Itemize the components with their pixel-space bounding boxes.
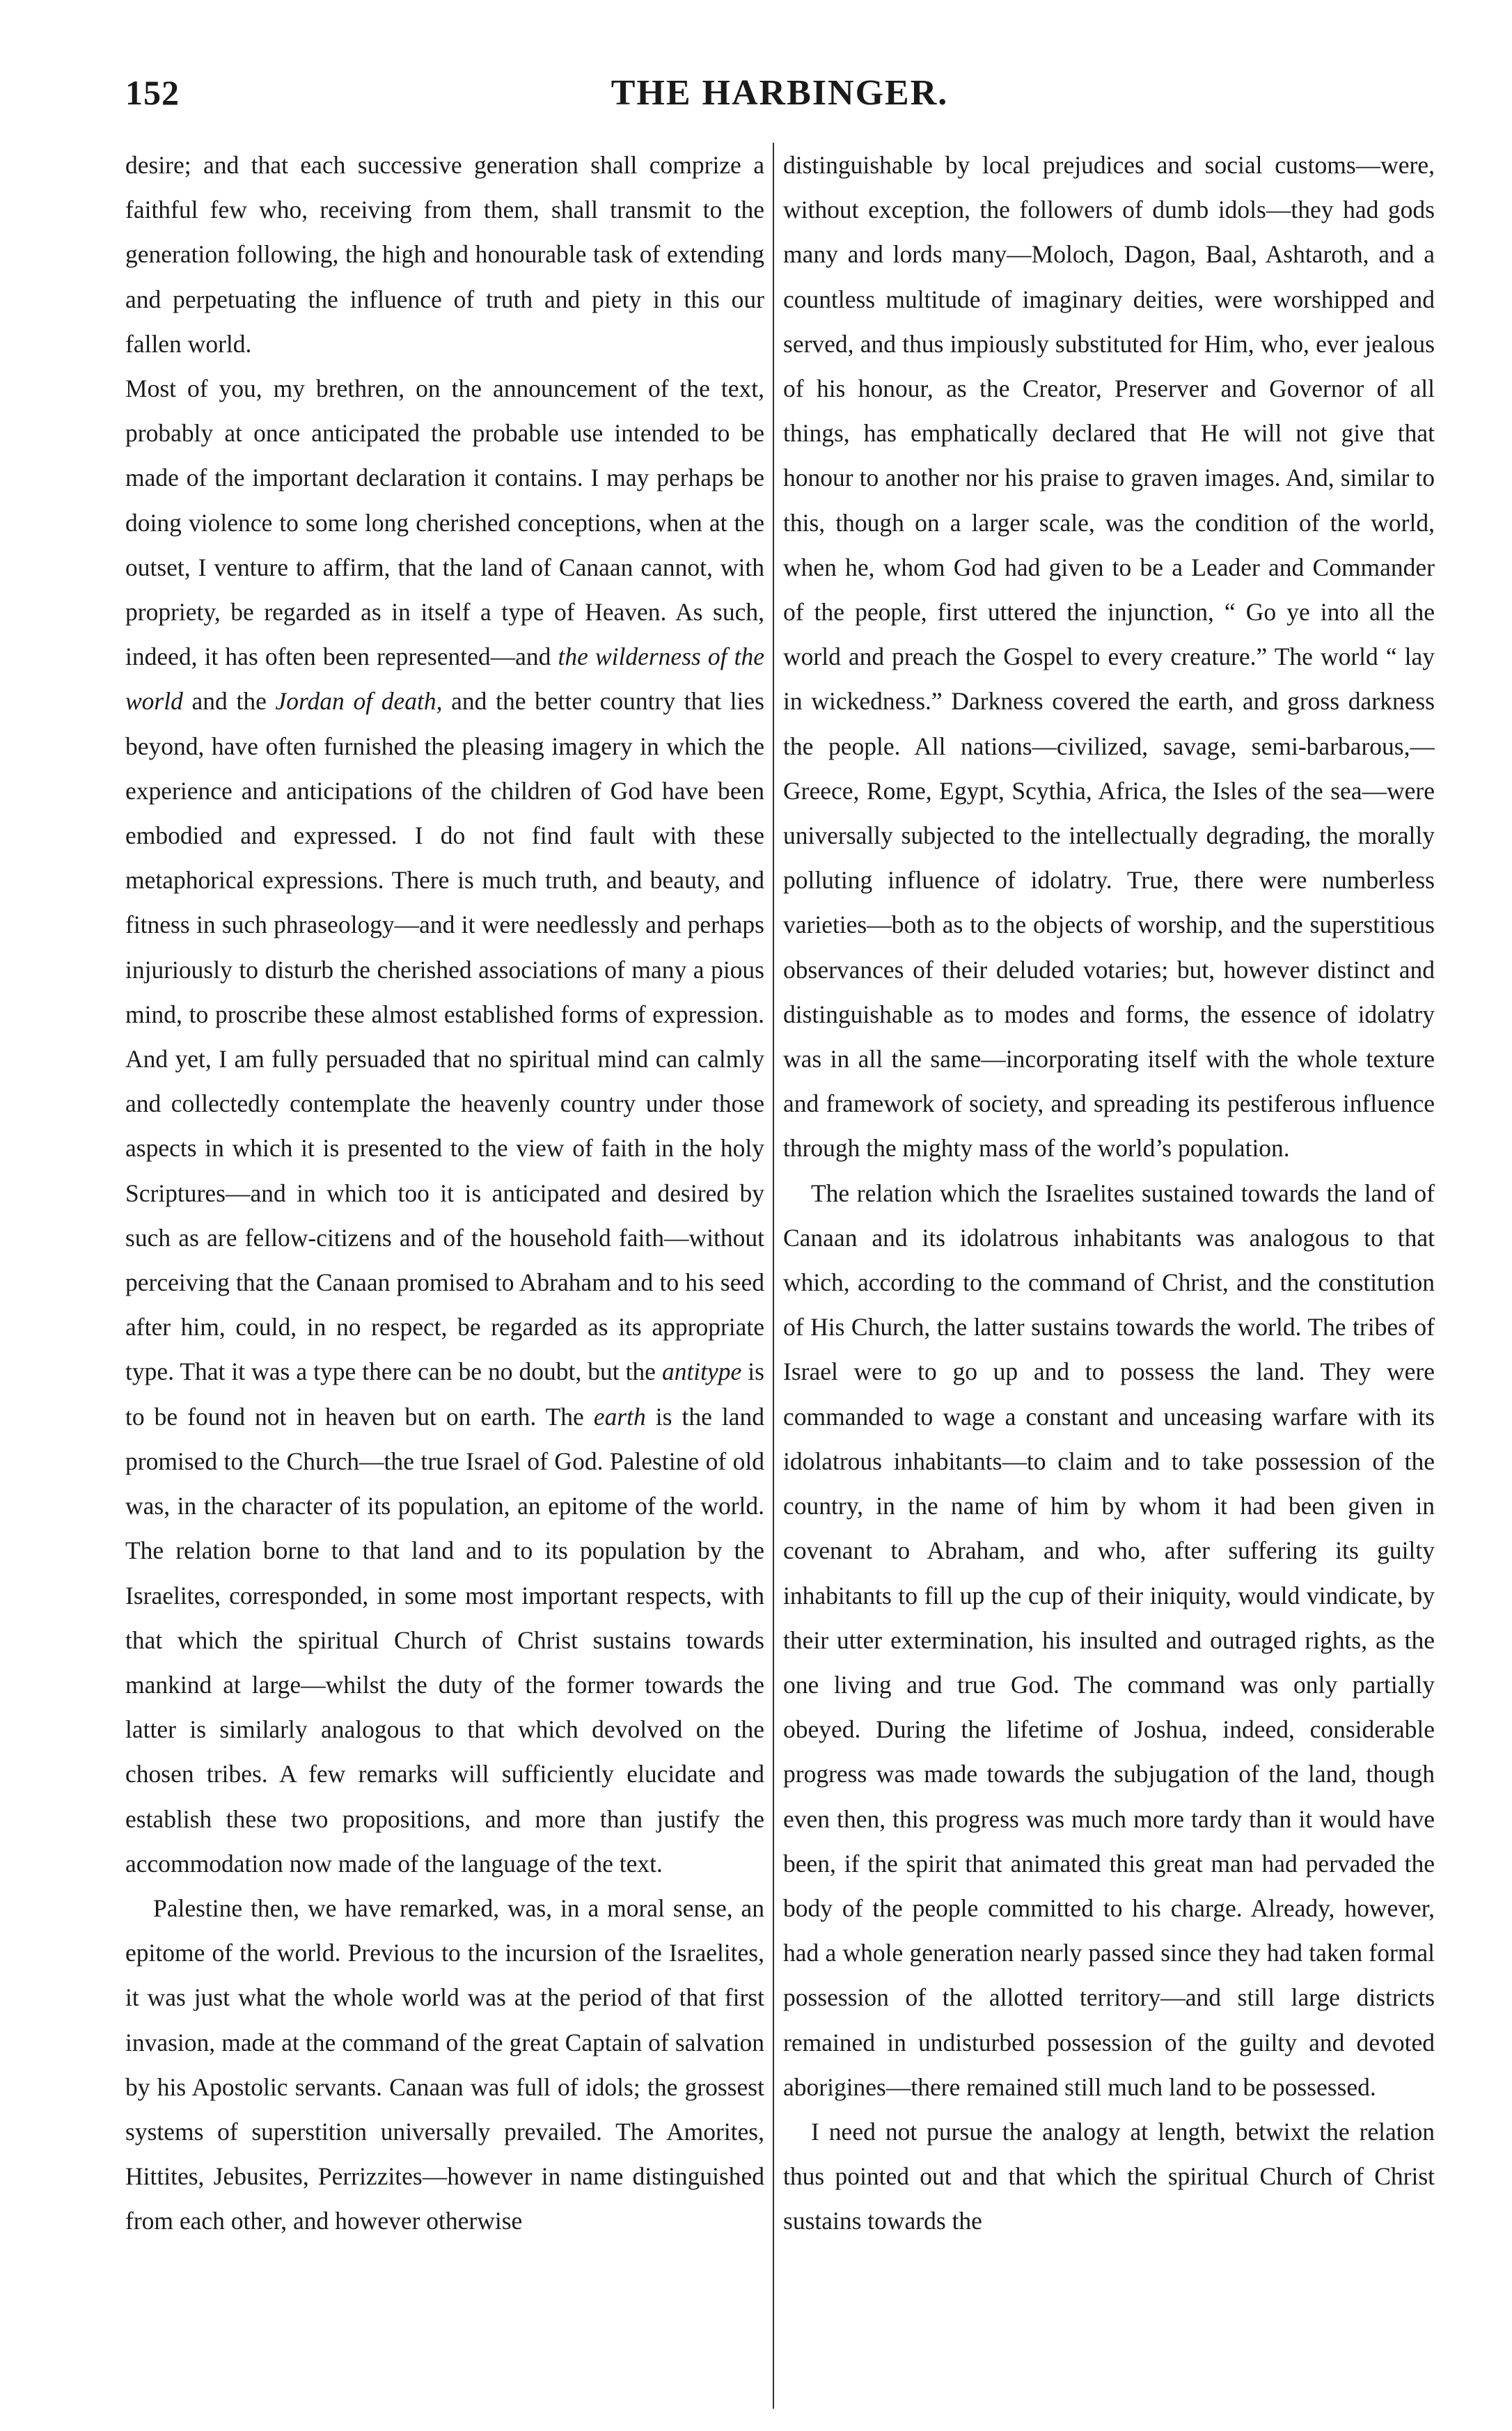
paragraph: [783, 143, 1435, 1171]
italic-text: earth: [593, 1402, 646, 1431]
paragraph: [783, 2109, 1435, 2244]
paragraph: [783, 1171, 1435, 2109]
page-header: [125, 72, 1434, 128]
running-title: THE HARBINGER.: [611, 73, 949, 113]
italic-text: the wilderness of the world: [125, 643, 764, 716]
paragraph: [125, 366, 764, 1886]
text-run: is the land promised to the Church—the true Israel of God. Palestine of old was, in the character of its population, an epitome of the world. The relation borne to that land and to its population by the Israelites, corresponded, in some most important respects, with that which the spiritual Church of Christ sustains towards mankind at large—whilst the duty of the former towards the latter is similarly analogous to that which devolved on the chosen tribes. A few remarks will sufficiently elucidate and establish these two propositions, and more than justify the accommodation now made of the language of the text.: [125, 1402, 764, 1878]
text-run: desire; and that each successive generation shall comprize a faithful few who, receiving from them, shall transmit to the generation following, the high and honourable task of extending and perpetuating the influence of truth and piety in this our fallen world.: [125, 151, 764, 358]
text-run: and the: [182, 687, 276, 716]
text-run: The relation which the Israelites sustained towards the land of Canaan and its idolatrous inhabitants was analogous to that which, according to the command of Christ, and the constitution of His Church, the latter sustains towards the world. The tribes of Israel were to go up and to possess the land. They were commanded to wage a constant and unceasing warfare with its idolatrous inhabitants—to claim and to take possession of the country, in the name of him by whom it had been given in covenant to Abraham, and who, after suffering its guilty inhabitants to fill up the cup of their iniquity, would vindicate, by their utter extermination, his insulted and outraged rights, as the one living and true God. The command was only partially obeyed. During the lifetime of Joshua, indeed, considerable progress was made towards the subjugation of the land, though even then, this progress was much more tardy than it would have been, if the spirit that animated this great man had pervaded the body of the people committed to his charge. Already, however, had a whole generation nearly passed since they had taken formal possession of the allotted territory—and still large districts remained in undisturbed possession of the guilty and devoted aborigines—there remained still much land to be possessed.: [783, 1179, 1435, 2101]
left-column: [125, 143, 764, 2416]
text-run: and the better country that lies beyond, have often furnished the pleasing imagery in which the experience and anticipations of the children of God have been embodied and expressed. I do not find fault with these metaphorical expressions. There is much truth, and beauty, and fitness in such phraseology—and it were needlessly and perhaps injuriously to disturb the cherished associations of many a pious mind, to proscribe these almost established forms of expression. And yet, I am fully persuaded that no spiritual mind can calmly and collectedly contemplate the heavenly country under those aspects in which it is presented to the view of faith in the holy Scriptures—and in which too it is anticipated and desired by such as are fellow-citizens and of the household faith—without perceiving that the Canaan promised to Abraham and to his seed after him, could, in no respect, be regarded as its appropriate type. That it was a type there can be no doubt, but the: [125, 687, 764, 1386]
paragraph: [125, 143, 764, 366]
right-column: [783, 143, 1435, 2416]
italic-text: antitype: [661, 1358, 742, 1386]
text-run: I need not pursue the analogy at length, betwixt the relation thus pointed out and that which the spiritual Church of Christ sustains towards the: [783, 2117, 1435, 2235]
text-run: Most of you, my brethren, on the announcement of the text, probably at once anticipated the probable use intended to be made of the important declaration it contains. I may perhaps be doing violence to some long cherished conceptions, when at the outset, I venture to affirm, that the land of Canaan cannot, with propriety, be regarded as in itself a type of Heaven. As such, indeed, it has often been represented—and: [125, 375, 764, 671]
text-run: distinguishable by local prejudices and social customs—were, without exception, the followers of dumb idols—they had gods many and lords many—Moloch, Dagon, Baal, Ashtaroth, and a countless multitude of imaginary deities, were worshipped and served, and thus impiously substituted for Him, who, ever jealous of his honour, as the Creator, Preserver and Governor of all things, has emphatically declared that He will not give that honour to another nor his praise to graven images. And, similar to this, though on a larger scale, was the condition of the world, when he, whom God had given to be a Leader and Commander of the people, first uttered the injunction, “ Go ye into all the world and preach the Gospel to every creature.” The world “ lay in wickedness.” Darkness covered the earth, and gross darkness the people. All nations—civilized, savage, semi-barbarous,—Greece, Rome, Egypt, Scythia, Africa, the Isles of the sea—were universally subjected to the intellectually degrading, the morally polluting influence of idolatry. True, there were numberless varieties—both as to the objects of worship, and the superstitious observances of their deluded votaries; but, however distinct and distinguishable as to modes and forms, the essence of idolatry was in all the same—incorporating itself with the whole texture and framework of society, and spreading its pestiferous influence through the mighty mass of the world’s population.: [783, 151, 1435, 1163]
paragraph: [125, 1886, 764, 2244]
page-number: 152: [125, 73, 180, 112]
text-run: is to be found not in heaven but on earth. The: [125, 1358, 764, 1431]
text-run: Palestine then, we have remarked, was, in a moral sense, an epitome of the world. Previous to the incursion of the Israelites, it was just what the whole world was at the period of that first invasion, made at the command of the great Captain of salvation by his Apostolic servants. Canaan was full of idols; the grossest systems of superstition universally prevailed. The Amorites, Hittites, Jebusites, Perrizzites—however in name distinguished from each other, and however otherwise: [125, 1894, 764, 2235]
column-divider: [773, 143, 774, 2409]
italic-text: Jordan of death,: [275, 687, 443, 716]
